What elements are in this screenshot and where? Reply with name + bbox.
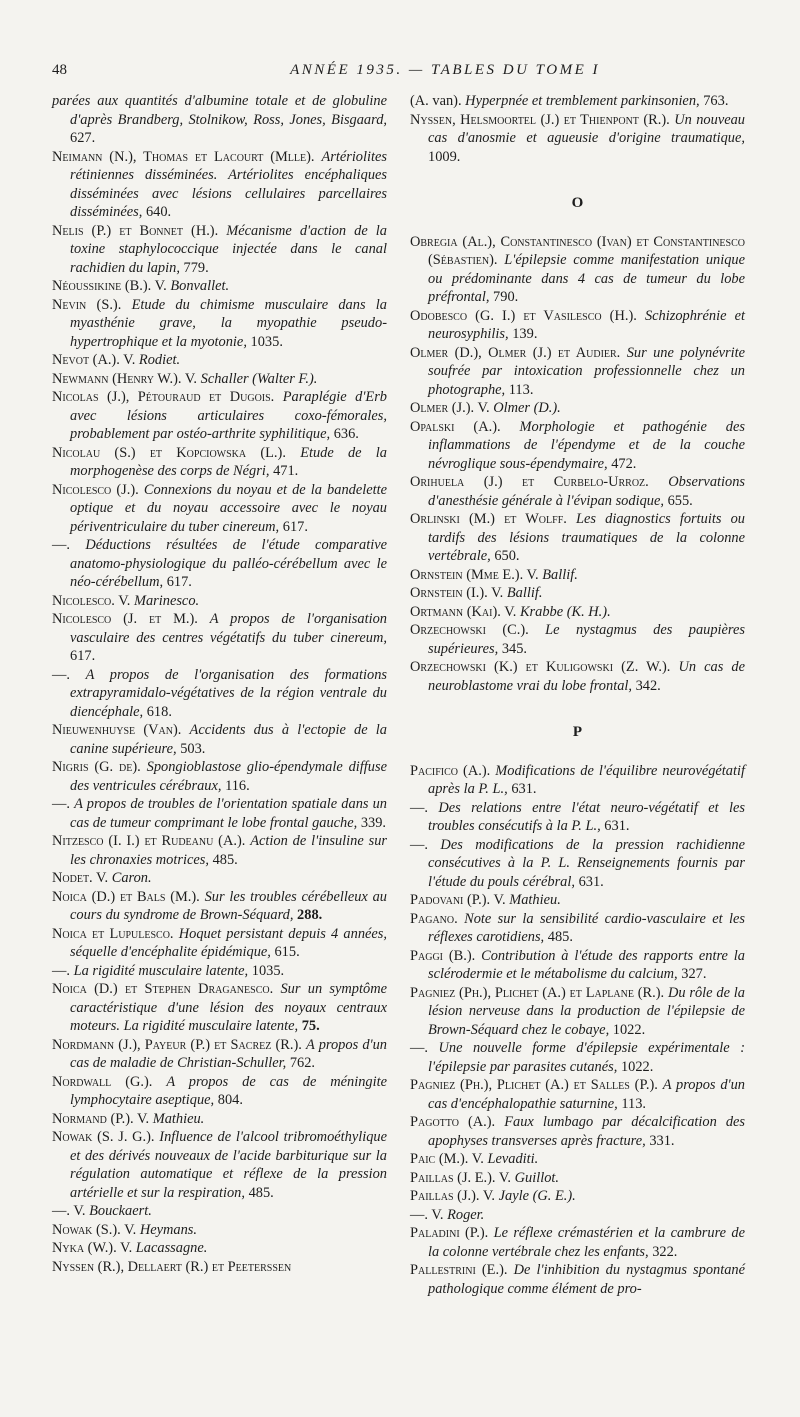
entry-page: 618. xyxy=(146,703,172,720)
index-entry xyxy=(52,795,387,832)
entry-author: Nicolas (J.), Pétouraud et Dugois. xyxy=(52,389,275,405)
entry-page-bold: 75. xyxy=(301,1018,320,1034)
entry-author: Nitzesco (I. I.) et Rudeanu (A.). xyxy=(52,833,246,849)
entry-title: parées aux quantités d'albumine totale et de globuline d'après Brandberg, Stolnikow, Ross, Jones, Bisgaard, xyxy=(52,93,387,128)
index-entry xyxy=(52,370,387,389)
entry-title: Spongioblastose glio-épendymale diffuse des ventricules cérébraux, xyxy=(70,759,387,794)
entry-page: 345. xyxy=(501,640,528,657)
entry-author: Pagniez (Ph.), Plichet (A.) et Salles (P.). xyxy=(410,1077,658,1093)
entry-title: Sur les troubles cérébelleux au cours du syndrome de Brown-Séquard, xyxy=(70,888,387,923)
entry-author: Orihuela (J.) et Curbelo-Urroz. xyxy=(410,474,649,490)
left-column xyxy=(52,92,387,1276)
entry-page: 615. xyxy=(274,944,300,960)
entry-title: Observations d'anesthésie générale à l'évipan sodique, xyxy=(428,474,745,509)
section-letter: P xyxy=(572,724,583,740)
index-entry xyxy=(52,962,387,981)
index-entry xyxy=(410,111,745,167)
entry-page: 503. xyxy=(180,740,206,757)
entry-author: Olmer (D.), Olmer (J.) et Audier. xyxy=(410,344,621,361)
index-entry xyxy=(410,910,745,947)
entry-page-bold: 288. xyxy=(297,907,323,923)
entry-author: —. xyxy=(52,537,70,553)
entry-title: Faux lumbago par décalcification des apophyses transverses après fracture, xyxy=(428,1114,745,1149)
index-entry xyxy=(52,148,387,222)
entry-page: 1035. xyxy=(251,962,285,979)
index-entry xyxy=(52,277,387,296)
entry-title: Artériolites rétiniennes disséminées. Artériolites encéphaliques disséminées avec lésions cellulaires parcellaires disséminées, xyxy=(70,148,387,220)
entry-title: Accidents dus à l'ectopie de la canine supérieure, xyxy=(70,722,387,757)
index-entry xyxy=(52,721,387,758)
entry-title: Etude du chimisme musculaire dans la myasthénie grave, la myopathie pseudo-hypertrophique et la myotonie, xyxy=(70,296,388,350)
index-entry xyxy=(52,1073,387,1110)
index-entry xyxy=(410,399,745,418)
entry-page: 779. xyxy=(183,259,209,276)
index-entry xyxy=(52,980,387,1036)
index-entry xyxy=(410,418,745,474)
entry-title: A propos d'un cas d'encéphalopathie saturnine, xyxy=(428,1077,745,1112)
index-entry xyxy=(52,1110,387,1129)
index-entry xyxy=(52,925,387,962)
index-entry xyxy=(410,836,745,892)
entry-title: Des modifications de la pression rachidienne consécutives à la P. L. Renseignements fournis par l'étude du pouls cérébral, xyxy=(428,836,745,890)
entry-author: Olmer (J.). V. xyxy=(410,400,490,416)
entry-title: Olmer (D.). xyxy=(493,400,561,416)
right-column xyxy=(410,92,745,1298)
entry-title: Action de l'insuline sur les chronaxies motrices, xyxy=(70,833,387,868)
entry-title: Lacassagne. xyxy=(135,1240,208,1256)
entry-title: Un nouveau cas d'anosmie et agueusie d'origine traumatique, xyxy=(428,111,745,146)
entry-author: Nordwall (G.). xyxy=(52,1073,153,1090)
entry-author: Nyssen, Helsmoortel (J.) et Thienpont (R.). xyxy=(410,111,670,128)
entry-page: 113. xyxy=(508,381,534,398)
entry-author: Ornstein (Mme E.). V. xyxy=(410,566,539,583)
index-entry xyxy=(52,481,387,537)
entry-author: Paggi (B.). xyxy=(410,947,476,964)
entry-author: Paladini (P.). xyxy=(410,1225,489,1241)
index-entry xyxy=(410,762,745,799)
entry-author: —. V. xyxy=(410,1206,444,1223)
index-entry xyxy=(410,1224,745,1261)
entry-title: Une nouvelle forme d'épilepsie expérimentale : l'épilepsie par parasites cutanés, xyxy=(428,1040,745,1075)
entry-title: Le réflexe crémastérien et la cambrure de la colonne vertébrale chez les enfants, xyxy=(428,1225,745,1260)
entry-page: 617. xyxy=(70,648,96,664)
entry-author: Nowak (S. J. G.). xyxy=(52,1129,155,1145)
entry-page: 485. xyxy=(547,929,573,945)
index-entry xyxy=(52,1221,387,1240)
entry-author: —. xyxy=(410,799,428,816)
entry-author: —. xyxy=(410,1040,428,1056)
entry-page: 1035. xyxy=(250,333,283,350)
index-entry xyxy=(52,1258,387,1277)
entry-title: A propos de l'organisation des formations extrapyramidalo-végétatives de la région ventrale du diencéphale, xyxy=(70,666,387,720)
entry-page: 139. xyxy=(512,326,538,342)
entry-author: Noica et Lupulesco. xyxy=(52,925,174,942)
entry-title: Du rôle de la lésion nerveuse dans la production de l'épilepsie de Brown-Séquard chez le cobaye, xyxy=(428,984,745,1038)
entry-title: A propos de troubles de l'orientation spatiale dans un cas de tumeur comprimant le lobe frontal gauche, xyxy=(70,796,387,831)
entry-author: Odobesco (G. I.) et Vasilesco (H.). xyxy=(410,307,637,324)
entry-title: Hoquet persistant depuis 4 années, séquelle d'encéphalite épidémique, xyxy=(70,925,387,960)
entry-title: Note sur la sensibilité cardio-vasculaire et les réflexes carotidiens, xyxy=(428,910,745,945)
entry-author: Pallestrini (E.). xyxy=(410,1262,508,1278)
entry-author: Orzechowski (C.). xyxy=(410,622,529,638)
index-entry xyxy=(52,222,387,278)
index-entry xyxy=(410,1039,745,1076)
index-entry xyxy=(52,888,387,925)
index-entry xyxy=(52,869,387,888)
index-entry xyxy=(410,510,745,566)
entry-page: 342. xyxy=(635,677,661,694)
index-entry xyxy=(52,351,387,370)
entry-title: Krabbe (K. H.). xyxy=(519,603,611,620)
entry-title: Schizophrénie et neurosyphilis, xyxy=(428,307,745,342)
index-entry xyxy=(410,1261,745,1298)
index-entry xyxy=(410,658,745,695)
entry-title: Un cas de neuroblastome vrai du lobe frontal, xyxy=(428,659,745,694)
entry-title: Caron. xyxy=(111,870,152,886)
entry-title: La rigidité musculaire latente, xyxy=(73,962,249,979)
entry-title: Rodiet. xyxy=(138,352,181,368)
entry-author: Nevot (A.). V. xyxy=(52,352,136,368)
entry-page: 804. xyxy=(217,1092,243,1108)
index-entry xyxy=(410,1076,745,1113)
entry-author: Pacifico (A.). xyxy=(410,762,491,779)
entry-page: 1009. xyxy=(428,148,461,165)
index-entry xyxy=(410,603,745,622)
index-entry xyxy=(410,1113,745,1150)
entry-author: Newmann (Henry W.). V. xyxy=(52,370,198,387)
page-header xyxy=(52,62,760,79)
entry-author: Nicolesco. V. xyxy=(52,592,131,609)
entry-title: Morphologie et pathogénie des inflammations de l'épendyme et de la couche névroglique sous-épendymaire, xyxy=(428,418,745,472)
index-entry xyxy=(410,1187,745,1206)
index-entry xyxy=(410,584,745,603)
entry-author: Padovani (P.). V. xyxy=(410,892,506,908)
entry-title: Heymans. xyxy=(139,1221,198,1238)
entry-author: Pagniez (Ph.), Plichet (A.) et Laplane (R.). xyxy=(410,984,665,1001)
entry-author: Noica (D.) et Stephen Draganesco. xyxy=(52,981,274,997)
entry-page: 485. xyxy=(248,1184,274,1201)
entry-author: Paillas (J.). V. xyxy=(410,1188,496,1204)
entry-title: Influence de l'alcool tribromoéthylique et des dérivés nouveaux de l'acide barbiturique sur la régulation automatique et réflexe de la pression artérielle et sur la respiration, xyxy=(70,1129,388,1201)
entry-title: Ballif. xyxy=(542,566,578,583)
entry-page: 1022. xyxy=(612,1021,646,1038)
entry-title: De l'inhibition du nystagmus spontané pathologique comme élément de pro- xyxy=(428,1262,745,1297)
entry-author: Nelis (P.) et Bonnet (H.). xyxy=(52,222,219,239)
entry-author: Paic (M.). V. xyxy=(410,1151,484,1167)
entry-page: 640. xyxy=(145,204,172,220)
entry-author: Nicolesco (J.). xyxy=(52,481,139,498)
entry-page: 485. xyxy=(212,851,238,868)
entry-author: Néoussikine (B.). V. xyxy=(52,278,167,294)
entry-title: L'épilepsie comme manifestation unique ou prédominante dans 4 cas de tumeur du lobe préfrontal, xyxy=(428,252,745,305)
entry-page: 1022. xyxy=(620,1058,654,1075)
entry-author: Neimann (N.), Thomas et Lacourt (Mlle). xyxy=(52,148,315,165)
index-entry xyxy=(410,947,745,984)
entry-page: 113. xyxy=(621,1095,646,1112)
index-entry xyxy=(410,1150,745,1169)
index-entry xyxy=(410,233,745,307)
entry-title: Guillot. xyxy=(514,1169,559,1186)
index-entry xyxy=(410,621,745,658)
entry-author: Nieuwenhuyse (Van). xyxy=(52,722,182,738)
entry-author: Nicolau (S.) et Kopciowska (L.). xyxy=(52,444,286,461)
entry-author: Nowak (S.). V. xyxy=(52,1221,137,1238)
entry-title: Bonvallet. xyxy=(170,278,230,294)
running-title: ANNÉE 1935. — TABLES DU TOME I xyxy=(290,62,600,78)
entry-author: —. xyxy=(52,666,70,683)
entry-author: —. xyxy=(410,836,428,853)
entry-title: Sur un symptôme caractéristique d'une lésion des noyaux centraux moteurs. La rigidité musculaire latente, xyxy=(70,981,387,1034)
entry-page: 471. xyxy=(273,463,299,479)
page-number: 48 xyxy=(52,62,67,78)
entry-title: Roger. xyxy=(447,1206,485,1223)
index-entry xyxy=(52,296,387,352)
entry-author: Nyssen (R.), Dellaert (R.) et Peeterssen xyxy=(52,1258,292,1275)
entry-page: 322. xyxy=(652,1243,678,1260)
entry-title: Des relations entre l'état neuro-végétatif et les troubles consécutifs à la P. L., xyxy=(428,799,745,834)
entry-author: —. xyxy=(52,962,70,979)
entry-author: Ornstein (I.). V. xyxy=(410,585,504,601)
section-letter: O xyxy=(571,195,584,211)
index-entry xyxy=(52,1239,387,1258)
index-entry xyxy=(410,344,745,400)
index-entry xyxy=(52,1128,387,1202)
entry-author: Pagano. xyxy=(410,910,458,927)
entry-title: Mécanisme d'action de la toxine staphylococcique injectée dans le canal rachidien du lapin, xyxy=(70,222,387,276)
entry-page: 636. xyxy=(333,426,359,442)
entry-title: Connexions du noyau et de la bandelette optique et du noyau accessoire avec le noyau périventriculaire du tuber cinereum, xyxy=(70,481,387,535)
entry-author: Nodet. V. xyxy=(52,870,109,886)
entry-page: 627. xyxy=(70,130,96,146)
entry-title: Paraplégie d'Erb avec lésions articulaires coxo-fémorales, probablement par ostéo-arthrite syphilitique, xyxy=(70,389,387,442)
entry-author: Nigris (G. de). xyxy=(52,759,141,775)
entry-title: Le nystagmus des paupières supérieures, xyxy=(428,622,745,657)
index-entry xyxy=(410,307,745,344)
entry-title: Jayle (G. E.). xyxy=(498,1188,576,1204)
entry-page: 339. xyxy=(360,814,387,831)
entry-author: Noica (D.) et Bals (M.). xyxy=(52,888,200,905)
entry-title: Levaditi. xyxy=(487,1151,539,1167)
entry-author: Nyka (W.). V. xyxy=(52,1240,133,1256)
index-entry xyxy=(410,1206,745,1225)
entry-title: Modifications de l'équilibre neurovégétatif après la P. L., xyxy=(428,762,745,797)
entry-title: Déductions résultées de l'étude comparative anatomo-physiologique du palléo-cérébellum avec le néo-cérébellum, xyxy=(70,537,387,590)
entry-title: Ballif. xyxy=(506,585,543,601)
entry-author: Normand (P.). V. xyxy=(52,1110,150,1127)
entry-page: 331. xyxy=(649,1132,675,1149)
entry-page: 617. xyxy=(166,574,192,590)
index-entry xyxy=(52,610,387,666)
entry-title: A propos d'un cas de maladie de Christian-Schuller, xyxy=(70,1036,387,1071)
entry-page: 617. xyxy=(282,518,308,535)
entry-author: Obregia (Al.), Constantinesco (Ivan) et Constantinesco (Sébastien). xyxy=(410,233,745,268)
index-entry xyxy=(52,536,387,592)
index-entry xyxy=(410,984,745,1040)
index-entry xyxy=(410,566,745,585)
entry-page: 631. xyxy=(604,818,630,834)
entry-title: Bouckaert. xyxy=(89,1203,152,1219)
index-entry xyxy=(52,758,387,795)
entry-author-cont: (A. van). xyxy=(410,93,462,109)
entry-author: Ortmann (Kai). V. xyxy=(410,603,517,620)
entry-author: Opalski (A.). xyxy=(410,418,501,435)
entry-title: A propos de cas de méningite lymphocytaire aseptique, xyxy=(70,1073,388,1108)
index-entry xyxy=(410,473,745,510)
index-entry xyxy=(52,1036,387,1073)
entry-title: Sur une polynévrite soufrée par intoxication professionnelle chez un photographe, xyxy=(428,344,745,398)
entry-page: 116. xyxy=(225,777,250,794)
entry-title: A propos de l'organisation vasculaire des centres végétatifs du tuber cinereum, xyxy=(70,611,387,646)
entry-page: 327. xyxy=(681,966,707,982)
entry-title: Mathieu. xyxy=(509,892,561,908)
entry-page: 631. xyxy=(578,873,604,890)
entry-author: Nordmann (J.), Payeur (P.) et Sacrez (R.). xyxy=(52,1036,302,1053)
entry-author: —. V. xyxy=(52,1203,86,1219)
index-entry xyxy=(52,388,387,444)
entry-page: 763. xyxy=(703,93,729,109)
entry-page: 655. xyxy=(667,492,693,509)
entry-title: Les diagnostics fortuits ou tardifs des lésions traumatiques de la colonne vertébrale, xyxy=(428,511,745,564)
entry-title: Etude de la morphogenèse des corps de Négri, xyxy=(70,444,388,479)
index-entry xyxy=(52,832,387,869)
index-entry xyxy=(410,799,745,836)
entry-author: Paillas (J. E.). V. xyxy=(410,1169,511,1186)
entry-author: Orzechowski (K.) et Kuligowski (Z. W.). xyxy=(410,659,671,675)
entry-author: Orlinski (M.) et Wolff. xyxy=(410,511,567,527)
entry-title: Mathieu. xyxy=(152,1110,205,1127)
entry-page xyxy=(302,1018,320,1034)
index-entry xyxy=(410,891,745,910)
entry-title: Hyperpnée et tremblement parkinsonien, xyxy=(465,93,700,109)
entry-page: 790. xyxy=(493,289,519,305)
index-entry xyxy=(52,592,387,611)
entry-author: Pagotto (A.). xyxy=(410,1114,496,1130)
index-entry xyxy=(52,666,387,722)
entry-page: 631. xyxy=(511,781,537,797)
index-entry xyxy=(52,444,387,481)
entry-title: Contribution à l'étude des rapports entre la sclérodermie et le métabolisme du calcium, xyxy=(428,947,745,982)
index-entry xyxy=(52,1202,387,1221)
entry-page xyxy=(297,907,322,923)
entry-page: 650. xyxy=(494,548,520,564)
entry-title: Schaller (Walter F.). xyxy=(200,370,318,387)
entry-author: Nevin (S.). xyxy=(52,296,122,313)
entry-page: 762. xyxy=(289,1055,316,1071)
entry-author: Nicolesco (J. et M.). xyxy=(52,611,198,627)
index-entry xyxy=(52,92,387,148)
entry-author: —. xyxy=(52,796,70,812)
index-entry xyxy=(410,1169,745,1188)
entry-title: Marinesco. xyxy=(133,592,200,609)
index-entry xyxy=(410,92,745,111)
entry-page: 472. xyxy=(611,455,637,472)
